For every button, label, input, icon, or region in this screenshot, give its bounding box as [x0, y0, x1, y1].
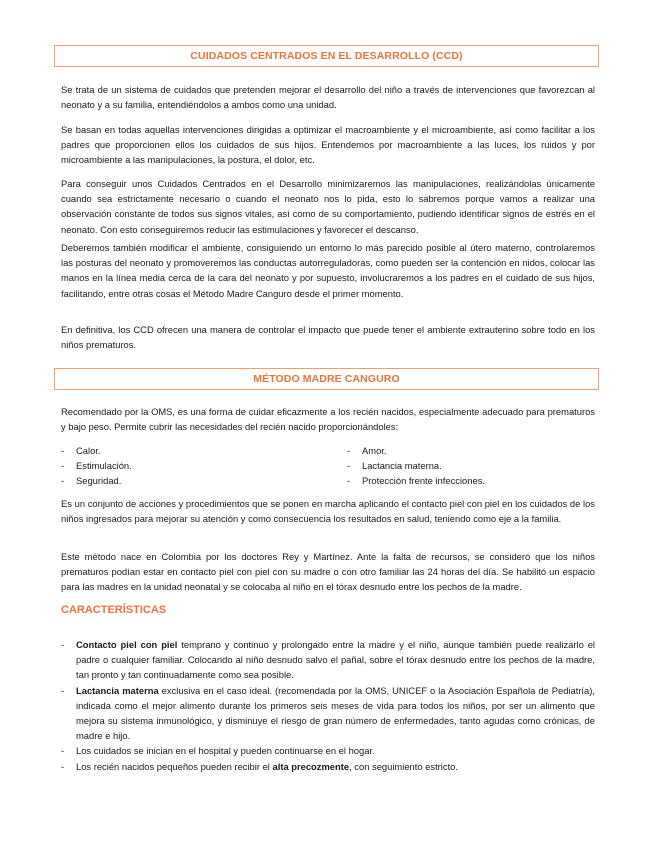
kangaroo-intro: Recomendado por la OMS, es una forma de cuidar eficazmente a los recién nacidos, especialmente adecuado para prematuros y bajo peso. Permite cubrir las necesidades del recién nacido proporcionándoles: — [61, 406, 595, 433]
list-item: - Lactancia materna exclusiva en el caso ideal. (recomendada por la OMS, UNICEF o la Asociación Española de Pediatría), indicada como el mejor alimento durante los primeros seis meses de vida para todos los niños, por ser un alimento que mejora su sistema inmunológico, y disminuye el riesgo de gran número de enfermedades, tanto agudas como crónicas, de madre e hijo. — [61, 684, 595, 742]
kangaroo-paragraph-1: Es un conjunto de acciones y procedimientos que se ponen en marcha aplicando el contacto piel con piel en los cuidados de los niños ingresados para mejorar su atención y como consecuencia los resultados en salud, teniendo como eje a la familia. — [61, 498, 595, 525]
ccd-paragraph-4: Deberemos también modificar el ambiente, consiguiendo un entorno lo más parecido posible al útero materno, controlaremos las posturas del neonato y promoveremos las conductas autorreguladoras, como pueden ser la contención en nidos, colocar las manos en la línea media cerca de la cara del neonato y por supuesto, involucraremos a los padres en el cuidado de sus hijos, facilitando, entre otras cosas el Método Madre Canguro desde el primer momento. — [61, 242, 595, 299]
kangaroo-paragraph-2: Este método nace en Colombia por los doctores Rey y Martínez. Ante la falta de recursos, se consideró que los niños prematuros podían estar en contacto piel con piel con su madre o con otro familiar las 24 horas del día. Se habilitó un espacio para las madres en la unidad neonatal y se colocaba al niño en el tórax desnudo entre los pechos de la madre. — [61, 551, 595, 593]
needs-list-right — [347, 443, 485, 489]
section-title-ccd: CUIDADOS CENTRADOS EN EL DESARROLLO (CCD) — [54, 45, 599, 67]
list-item: - Seguridad. — [61, 475, 122, 487]
list-item: - Protección frente infecciones. — [347, 475, 485, 487]
ccd-paragraph-5: En definitiva, los CCD ofrecen una manera de controlar el impacto que puede tener el ambiente extrauterino sobre todo en los niños prematuros. — [61, 324, 595, 351]
list-item: - Los cuidados se inician en el hospital y pueden continuarse en el hogar. — [61, 745, 375, 757]
list-item: - Lactancia materna. — [347, 460, 442, 472]
list-item: - Amor. — [347, 445, 387, 456]
list-item: - Contacto piel con piel temprano y continuo y prolongado entre la madre y el niño, aunque también puede realizarlo el padre o cualquier familiar. Colocando al niño desnudo salvo el pañal, sobre el tórax desnudo entre los pechos de la madre, tan pronto y tan continuadamente como sea posible. — [61, 639, 596, 681]
list-item: - Estimulación. — [61, 460, 132, 472]
section-title-kangaroo: MÉTODO MADRE CANGURO — [54, 368, 599, 390]
list-item: - Los recién nacidos pequeños pueden recibir el alta precozmente, con seguimiento estricto. — [61, 760, 459, 772]
needs-list-left — [61, 443, 132, 489]
characteristics-list — [61, 637, 595, 774]
ccd-paragraph-2: Se basan en todas aquellas intervenciones dirigidas a optimizar el macroambiente y el microambiente, así como facilitar a los padres que proporcionen ellos los cuidados de sus hijos. Entendemos por macroambiente a las luces, los ruidos y por microambiente a las manipulaciones, la postura, el dolor, etc. — [61, 124, 595, 166]
characteristics-heading: CARACTERÍSTICAS — [61, 604, 167, 616]
ccd-paragraph-1: Se trata de un sistema de cuidados que pretenden mejorar el desarrollo del niño a través de intervenciones que favorezcan al neonato y a su familia, entendiéndolos a ambos como una unidad. — [61, 84, 595, 111]
ccd-paragraph-3: Para conseguir unos Cuidados Centrados en el Desarrollo minimizaremos las manipulaciones, realizándolas únicamente cuando sea estrictamente necesario o cuando el neonato nos lo pida, esto lo sabremos porque vamos a realizar una observación constante de todos sus signos vitales, así como de su comportamiento, pudiendo identificar signos de estrés en el neonato. Con esto conseguiremos reducir las estimulaciones y favorecer el descanso. — [61, 178, 595, 235]
list-item: - Calor. — [61, 445, 101, 456]
